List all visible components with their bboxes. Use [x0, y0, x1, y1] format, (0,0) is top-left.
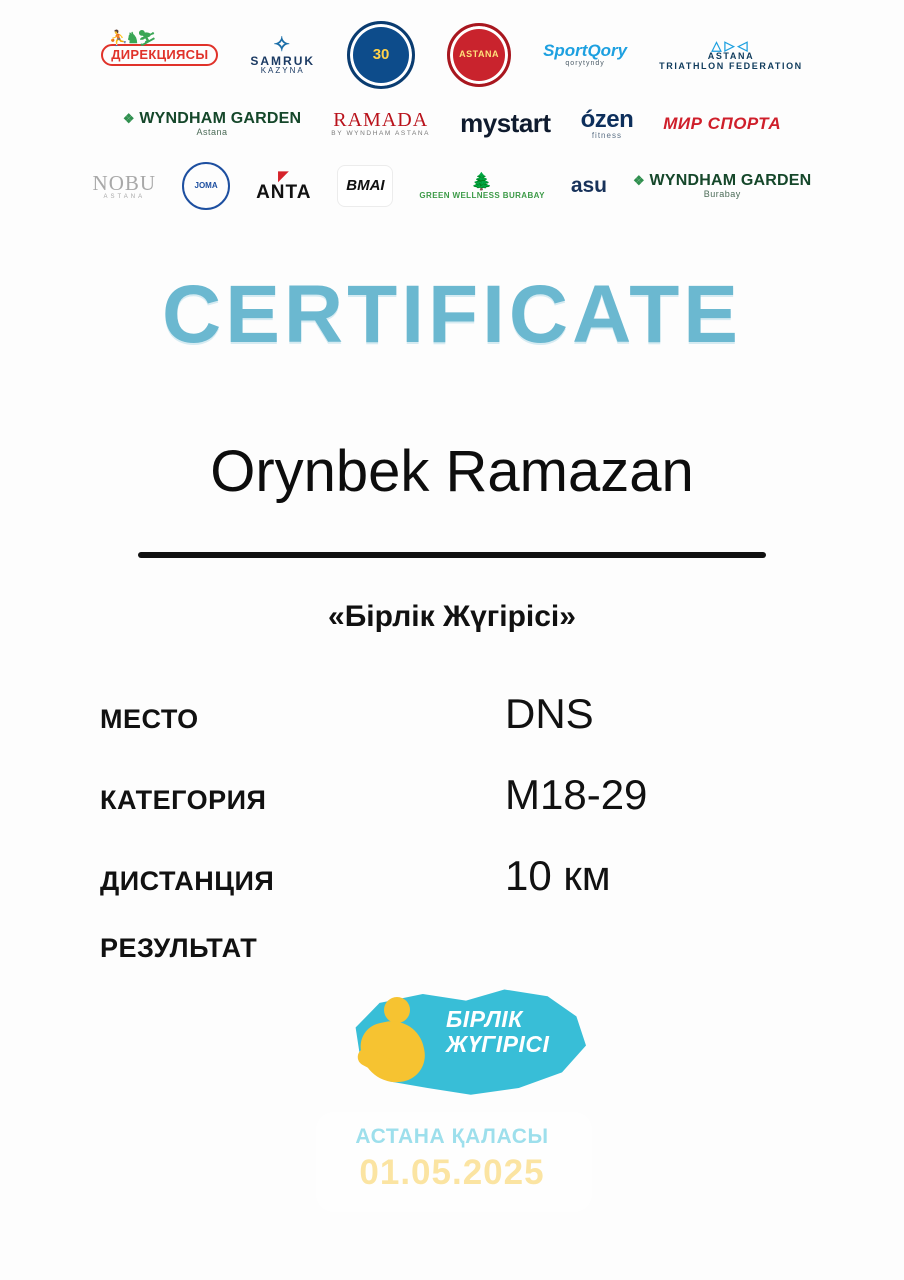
logo-wyndham-garden-astana [123, 111, 301, 137]
event-logo-line2: ЖҮГІРІСІ [446, 1031, 550, 1058]
result-label-result: РЕЗУЛЬТАТ [100, 933, 258, 963]
logo-atf-label: ASTANA [707, 51, 755, 62]
certificate-title: CERTIFICATE [161, 269, 742, 360]
logo-bmai-label: BMAI [346, 177, 385, 195]
logo-nobu-label: NOBU [92, 170, 157, 195]
logo-astana-emblem [447, 23, 511, 87]
runner-icon [354, 993, 440, 1093]
logo-direktsiyasy [101, 29, 218, 67]
logo-sport-qory-label: SportQory [543, 41, 628, 61]
logo-wyndham-garden-burabay [633, 173, 811, 199]
divider [138, 552, 766, 558]
logo-nobu [93, 172, 157, 200]
logo-ozen-sublabel: fitness [591, 131, 622, 141]
bmai-badge-icon [337, 165, 393, 207]
logo-bmai [337, 165, 393, 207]
astana-emblem-icon [447, 23, 511, 87]
logo-atf-sublabel: TRIATHLON FEDERATION [659, 60, 803, 71]
logo-samruk-sublabel: KAZYNA [260, 66, 305, 76]
logo-mir-sporta [663, 115, 781, 133]
logo-wyndham-burabay-label: WYNDHAM GARDEN [649, 171, 812, 189]
logo-asu [571, 175, 607, 197]
logo-wyndham-astana-label: WYNDHAM GARDEN [139, 109, 302, 127]
result-label-category: КАТЕГОРИЯ [100, 785, 267, 815]
logo-direktsiyasy-label: ДИРЕКЦИЯСЫ [111, 46, 209, 62]
table-row [100, 852, 800, 933]
logo-ramada-label: RAMADA [333, 109, 429, 132]
logo-wyndham-astana-sublabel: Astana [196, 126, 228, 137]
logo-joma [182, 162, 230, 210]
results-table [100, 690, 800, 1014]
result-value-place: DNS [505, 690, 594, 737]
leaf-icon: ❖ [122, 110, 135, 126]
logo-ozen-label: ózen [580, 106, 634, 134]
logo-joma-label: JOMA [194, 180, 218, 190]
triangle-icon: △▷◁ [711, 37, 751, 53]
runner-head-shape [384, 997, 410, 1023]
participant-name: Orynbek Ramazan [210, 439, 694, 504]
logo-astana-triathlon-federation [659, 39, 803, 72]
result-value-distance: 10 км [505, 852, 611, 899]
result-value-category: M18-29 [505, 771, 648, 818]
seal-30-label: 30 [372, 46, 390, 64]
sponsor-row-3 [0, 158, 904, 214]
table-row [100, 771, 800, 852]
astana-emblem-label: ASTANA [459, 49, 499, 60]
logo-anta [256, 169, 311, 203]
logo-green-wellness-burabay [419, 172, 544, 201]
event-logo-text [446, 1007, 549, 1058]
result-label-distance: ДИСТАНЦИЯ [100, 866, 275, 896]
samruk-bird-icon: ✧ [273, 33, 293, 56]
sponsor-logo-band [0, 18, 904, 218]
logo-watermark-overlay [316, 1112, 592, 1212]
logo-sport-qory-sublabel: qorytyndy [565, 60, 605, 68]
logo-mir-sporta-label: МИР СПОРТА [663, 114, 782, 134]
logo-ozen-fitness [581, 107, 634, 141]
logo-green-wellness-label: GREEN WELLNESS BURABAY [419, 191, 545, 201]
logo-mystart-label: mystart [460, 108, 551, 139]
logo-mystart [460, 110, 550, 137]
sponsor-row-1 [0, 18, 904, 92]
logo-samruk-label: SAMRUK [250, 53, 316, 68]
sponsor-row-2 [0, 96, 904, 152]
logo-asu-label: asu [570, 173, 608, 197]
table-row [100, 690, 800, 771]
logo-sport-qory [543, 42, 627, 67]
tree-icon: 🌲 [471, 171, 493, 191]
logo-anniversary-seal [347, 21, 415, 89]
leaf-icon-2: ❖ [633, 172, 645, 188]
event-name: «Бірлік Жүгірісі» [328, 600, 576, 633]
seal-30-icon [347, 21, 415, 89]
runners-icon: ⛹♞⛷ [109, 29, 155, 47]
anta-swoosh-icon: ◤ [278, 168, 290, 184]
logo-ramada [331, 110, 430, 138]
event-logo-line1: БІРЛІК [446, 1006, 523, 1032]
joma-circle-icon [182, 162, 230, 210]
logo-wyndham-burabay-sublabel: Burabay [703, 188, 741, 199]
logo-nobu-sublabel: ASTANA [103, 193, 146, 200]
result-label-place: МЕСТО [100, 704, 199, 734]
logo-anta-label: ANTA [256, 181, 312, 203]
logo-ramada-sublabel: BY WYNDHAM ASTANA [331, 130, 431, 138]
logo-samruk-kazyna [250, 35, 315, 76]
